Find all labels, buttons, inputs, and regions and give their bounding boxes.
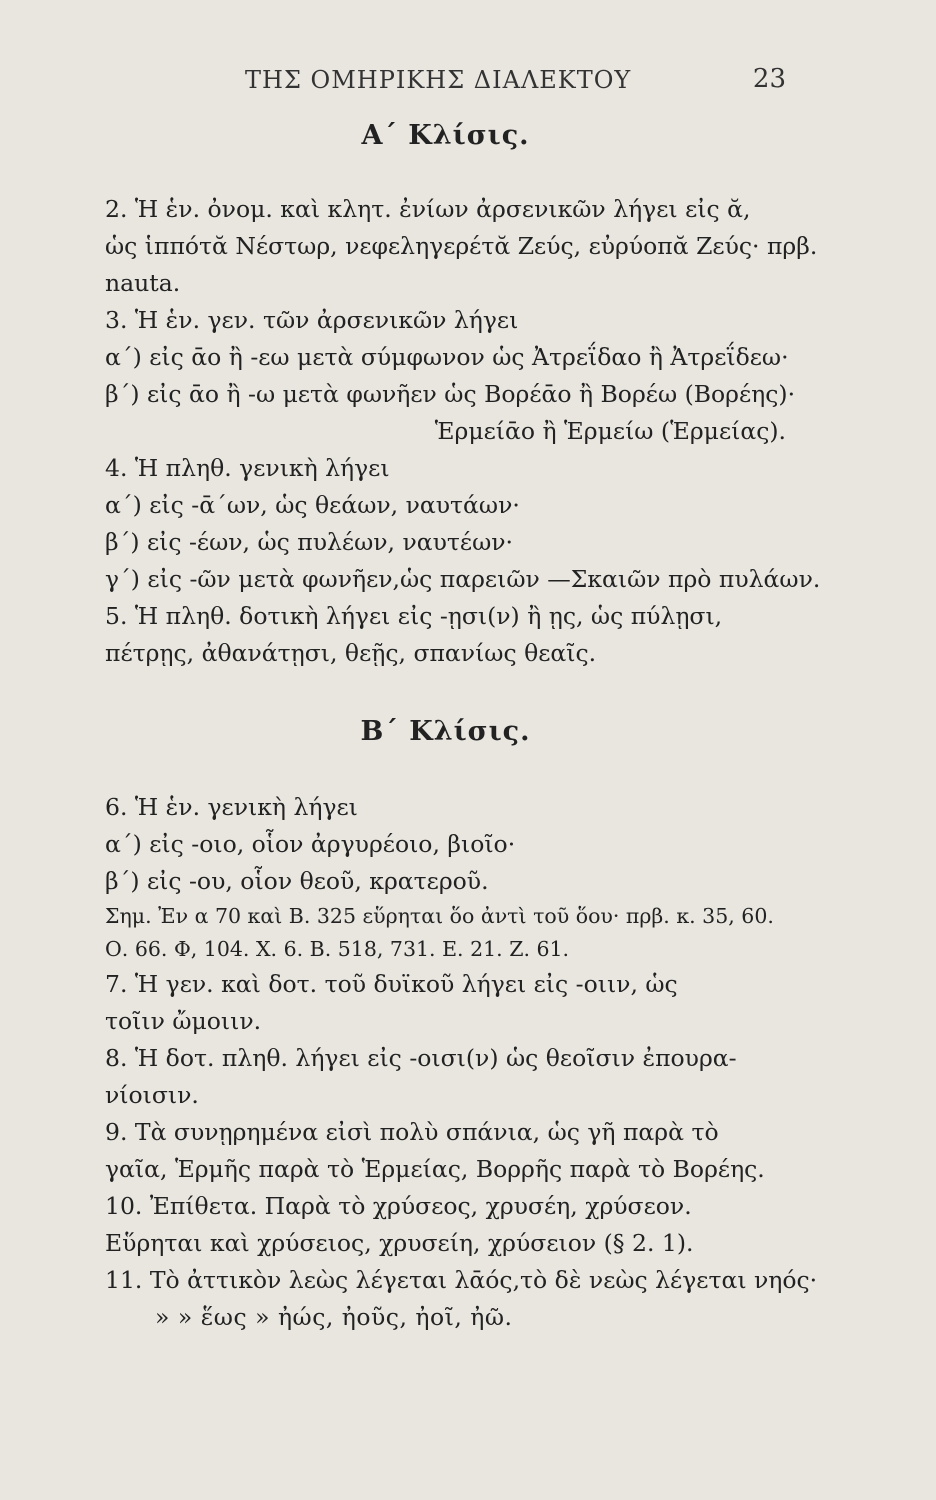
text-line: β΄) εἰς ᾱο ἢ -ω μετὰ φωνῆεν ὡς Βορέᾱο ἢ Βορέω (Βορέης)·: [105, 380, 796, 408]
note-line: Ο. 66. Φ, 104. Χ. 6. Β. 518, 731. Ε. 21. Ζ. 61.: [105, 937, 570, 961]
running-head: [105, 58, 786, 98]
text-line: γαῖα, Ἑρμῆς παρὰ τὸ Ἑρμείας, Βορρῆς παρὰ τὸ Βορέης.: [105, 1155, 765, 1183]
page-number: 23: [752, 64, 786, 94]
text-line: β΄) εἰς -ου, οἷον θεοῦ, κρατεροῦ.: [105, 867, 489, 895]
text-line: α΄) εἰς -οιο, οἷον ἀργυρέοιο, βιοῖο·: [105, 830, 516, 858]
text-line: ὡς ἱππότᾰ Νέστωρ, νεφεληγερέτᾰ Ζεύς, εὐρύοπᾰ Ζεύς· πρβ.: [105, 232, 818, 260]
text-line: β΄) εἰς -έων, ὡς πυλέων, ναυτέων·: [105, 528, 514, 556]
text-line: 6. Ἡ ἑν. γενικὴ λήγει: [105, 793, 358, 821]
text-line: 3. Ἡ ἑν. γεν. τῶν ἀρσενικῶν λήγει: [105, 306, 519, 334]
text-line: Ἑρμείᾱο ἢ Ἑρμείω (Ἑρμείας).: [434, 417, 786, 445]
text-line: 11. Τὸ ἀττικὸν λεὼς λέγεται λᾱός,τὸ δὲ νεὼς λέγεται νηός·: [105, 1266, 818, 1294]
text-line: πέτρῃς, ἀθανάτῃσι, θεῇς, σπανίως θεαῖς.: [105, 639, 597, 667]
text-line: 7. Ἡ γεν. καὶ δοτ. τοῦ δυϊκοῦ λήγει εἰς -οιιν, ὡς: [105, 970, 678, 998]
text-line: » » ἕως » ἠώς, ἠοῦς, ἠοῖ, ἠῶ.: [155, 1303, 513, 1331]
text-line: α΄) εἰς ᾱο ἢ -εω μετὰ σύμφωνον ὡς Ἀτρεΐδαο ἢ Ἀτρεΐδεω·: [105, 343, 789, 371]
text-line: τοῖιν ὤμοιιν.: [105, 1007, 262, 1035]
note-line: Σημ. Ἐν α 70 καὶ Β. 325 εὕρηται ὅο ἀντὶ τοῦ ὅου· πρβ. κ. 35, 60.: [105, 904, 774, 928]
text-line: 10. Ἐπίθετα. Παρὰ τὸ χρύσεος, χρυσέη, χρύσεον.: [105, 1192, 692, 1220]
text-line: α΄) εἰς -ᾱ΄ων, ὡς θεάων, ναυτάων·: [105, 491, 520, 519]
text-line: 9. Τὰ συνῃρημένα εἰσὶ πολὺ σπάνια, ὡς γῆ παρὰ τὸ: [105, 1118, 719, 1146]
text-line: 2. Ἡ ἑν. ὀνομ. καὶ κλητ. ἐνίων ἀρσενικῶν λήγει εἰς ᾰ,: [105, 195, 751, 223]
text-line: νίοισιν.: [105, 1081, 199, 1109]
text-line: γ΄) εἰς -ῶν μετὰ φωνῆεν,ὡς παρειῶν —Σκαιῶν πρὸ πυλάων.: [105, 565, 821, 593]
text-line: 8. Ἡ δοτ. πληθ. λήγει εἰς -οισι(ν) ὡς θεοῖσιν ἐπουρα-: [105, 1044, 737, 1072]
section-heading-first-declension: Α΄ Κλίσις.: [361, 120, 530, 151]
text-line: 4. Ἡ πληθ. γενικὴ λήγει: [105, 454, 390, 482]
running-title: ΤΗΣ ΟΜΗΡΙΚΗΣ ΔΙΑΛΕΚΤΟΥ: [245, 66, 632, 94]
text-line: Εὕρηται καὶ χρύσειος, χρυσείη, χρύσειον (§ 2. 1).: [105, 1229, 694, 1257]
text-line: nauta.: [105, 269, 181, 297]
section-heading-second-declension: Β΄ Κλίσις.: [360, 716, 531, 747]
text-line: 5. Ἡ πληθ. δοτικὴ λήγει εἰς -ῃσι(ν) ἢ ῃς, ὡς πύλῃσι,: [105, 602, 723, 630]
